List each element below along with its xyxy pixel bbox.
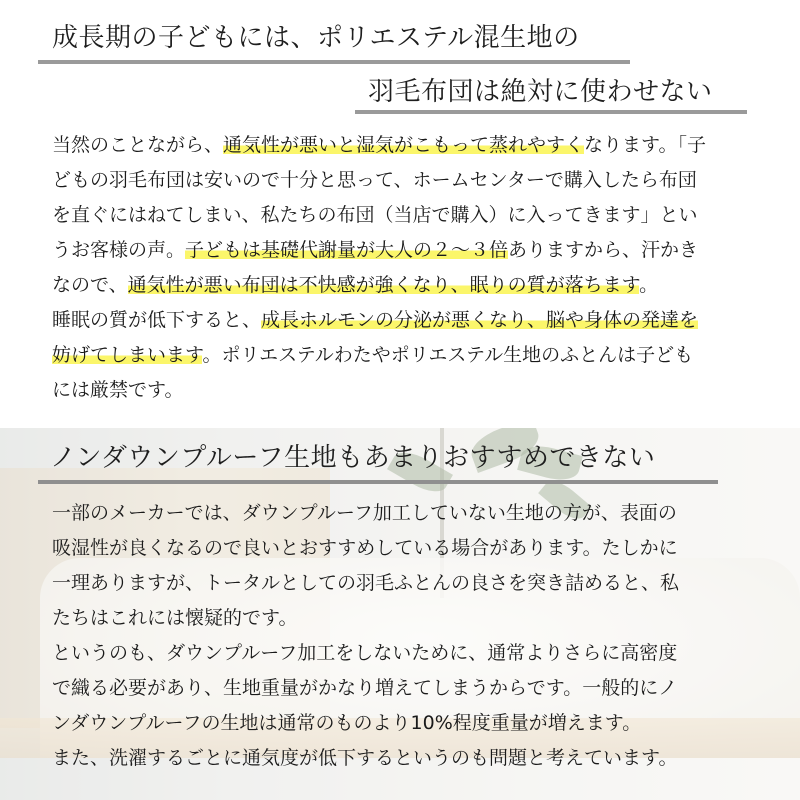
highlighted-text: 妨げてしまいます — [52, 344, 203, 366]
text-line: で織る必要があり、生地重量がかなり増えてしまうからです。一般的にノ — [52, 677, 678, 699]
highlighted-text: 子どもは基礎代謝量が大人の２～３倍 — [185, 239, 509, 261]
text-line: というのも、ダウンプルーフ加工をしないために、通常よりさらに高密度 — [52, 642, 678, 664]
text-line: うお客様の声。子どもは基礎代謝量が大人の２～３倍ありますから、汗かき — [52, 239, 699, 261]
text-line: ンダウンプルーフの生地は通常のものより10%程度重量が増えます。 — [52, 712, 642, 734]
text-line: たちはこれには懐疑的です。 — [52, 607, 298, 629]
text-line: 妨げてしまいます。ポリエステルわたやポリエステル生地のふとんは子ども — [52, 344, 694, 366]
heading-underline-2 — [355, 110, 747, 114]
heading-underline-1 — [38, 60, 630, 64]
section2-paragraph — [52, 496, 792, 776]
heading-underline-3 — [38, 480, 718, 484]
text-line: 吸湿性が良くなるので良いとおすすめしている場合があります。たしかに — [52, 537, 678, 559]
highlighted-text: 通気性が悪い布団は不快感が強くなり、眠りの質が落ちます — [127, 274, 640, 296]
section2-heading: ノンダウンプルーフ生地もあまりおすすめできない — [50, 443, 656, 473]
text-line: には厳禁です。 — [52, 379, 184, 401]
text-line: 当然のことながら、通気性が悪いと湿気がこもって蒸れやすくなります。「子 — [52, 134, 707, 156]
text-line: 一部のメーカーでは、ダウンプルーフ加工していない生地の方が、表面の — [52, 502, 677, 524]
text-line: また、洗濯するごとに通気度が低下するというのも問題と考えています。 — [52, 747, 678, 769]
highlighted-text: 通気性が悪いと湿気がこもって蒸れやすく — [223, 134, 585, 156]
text-line: どもの羽毛布団は安いので十分と思って、ホームセンターで購入したら布団 — [52, 169, 697, 191]
section1-paragraph — [52, 128, 782, 408]
section1-heading-line1: 成長期の子どもには、ポリエステル混生地の — [52, 23, 580, 53]
section1-heading-line2: 羽毛布団は絶対に使わせない — [368, 77, 713, 107]
highlighted-text: 成長ホルモンの分泌が悪くなり、脳や身体の発達を — [261, 309, 699, 331]
text-line: を直ぐにはねてしまい、私たちの布団（当店で購入）に入ってきます」とい — [52, 204, 698, 226]
text-line: 一理ありますが、トータルとしての羽毛ふとんの良さを突き詰めると、私 — [52, 572, 680, 594]
text-line: 睡眠の質が低下すると、成長ホルモンの分泌が悪くなり、脳や身体の発達を — [52, 309, 699, 331]
text-line: なので、通気性が悪い布団は不快感が強くなり、眠りの質が落ちます。 — [52, 274, 659, 296]
